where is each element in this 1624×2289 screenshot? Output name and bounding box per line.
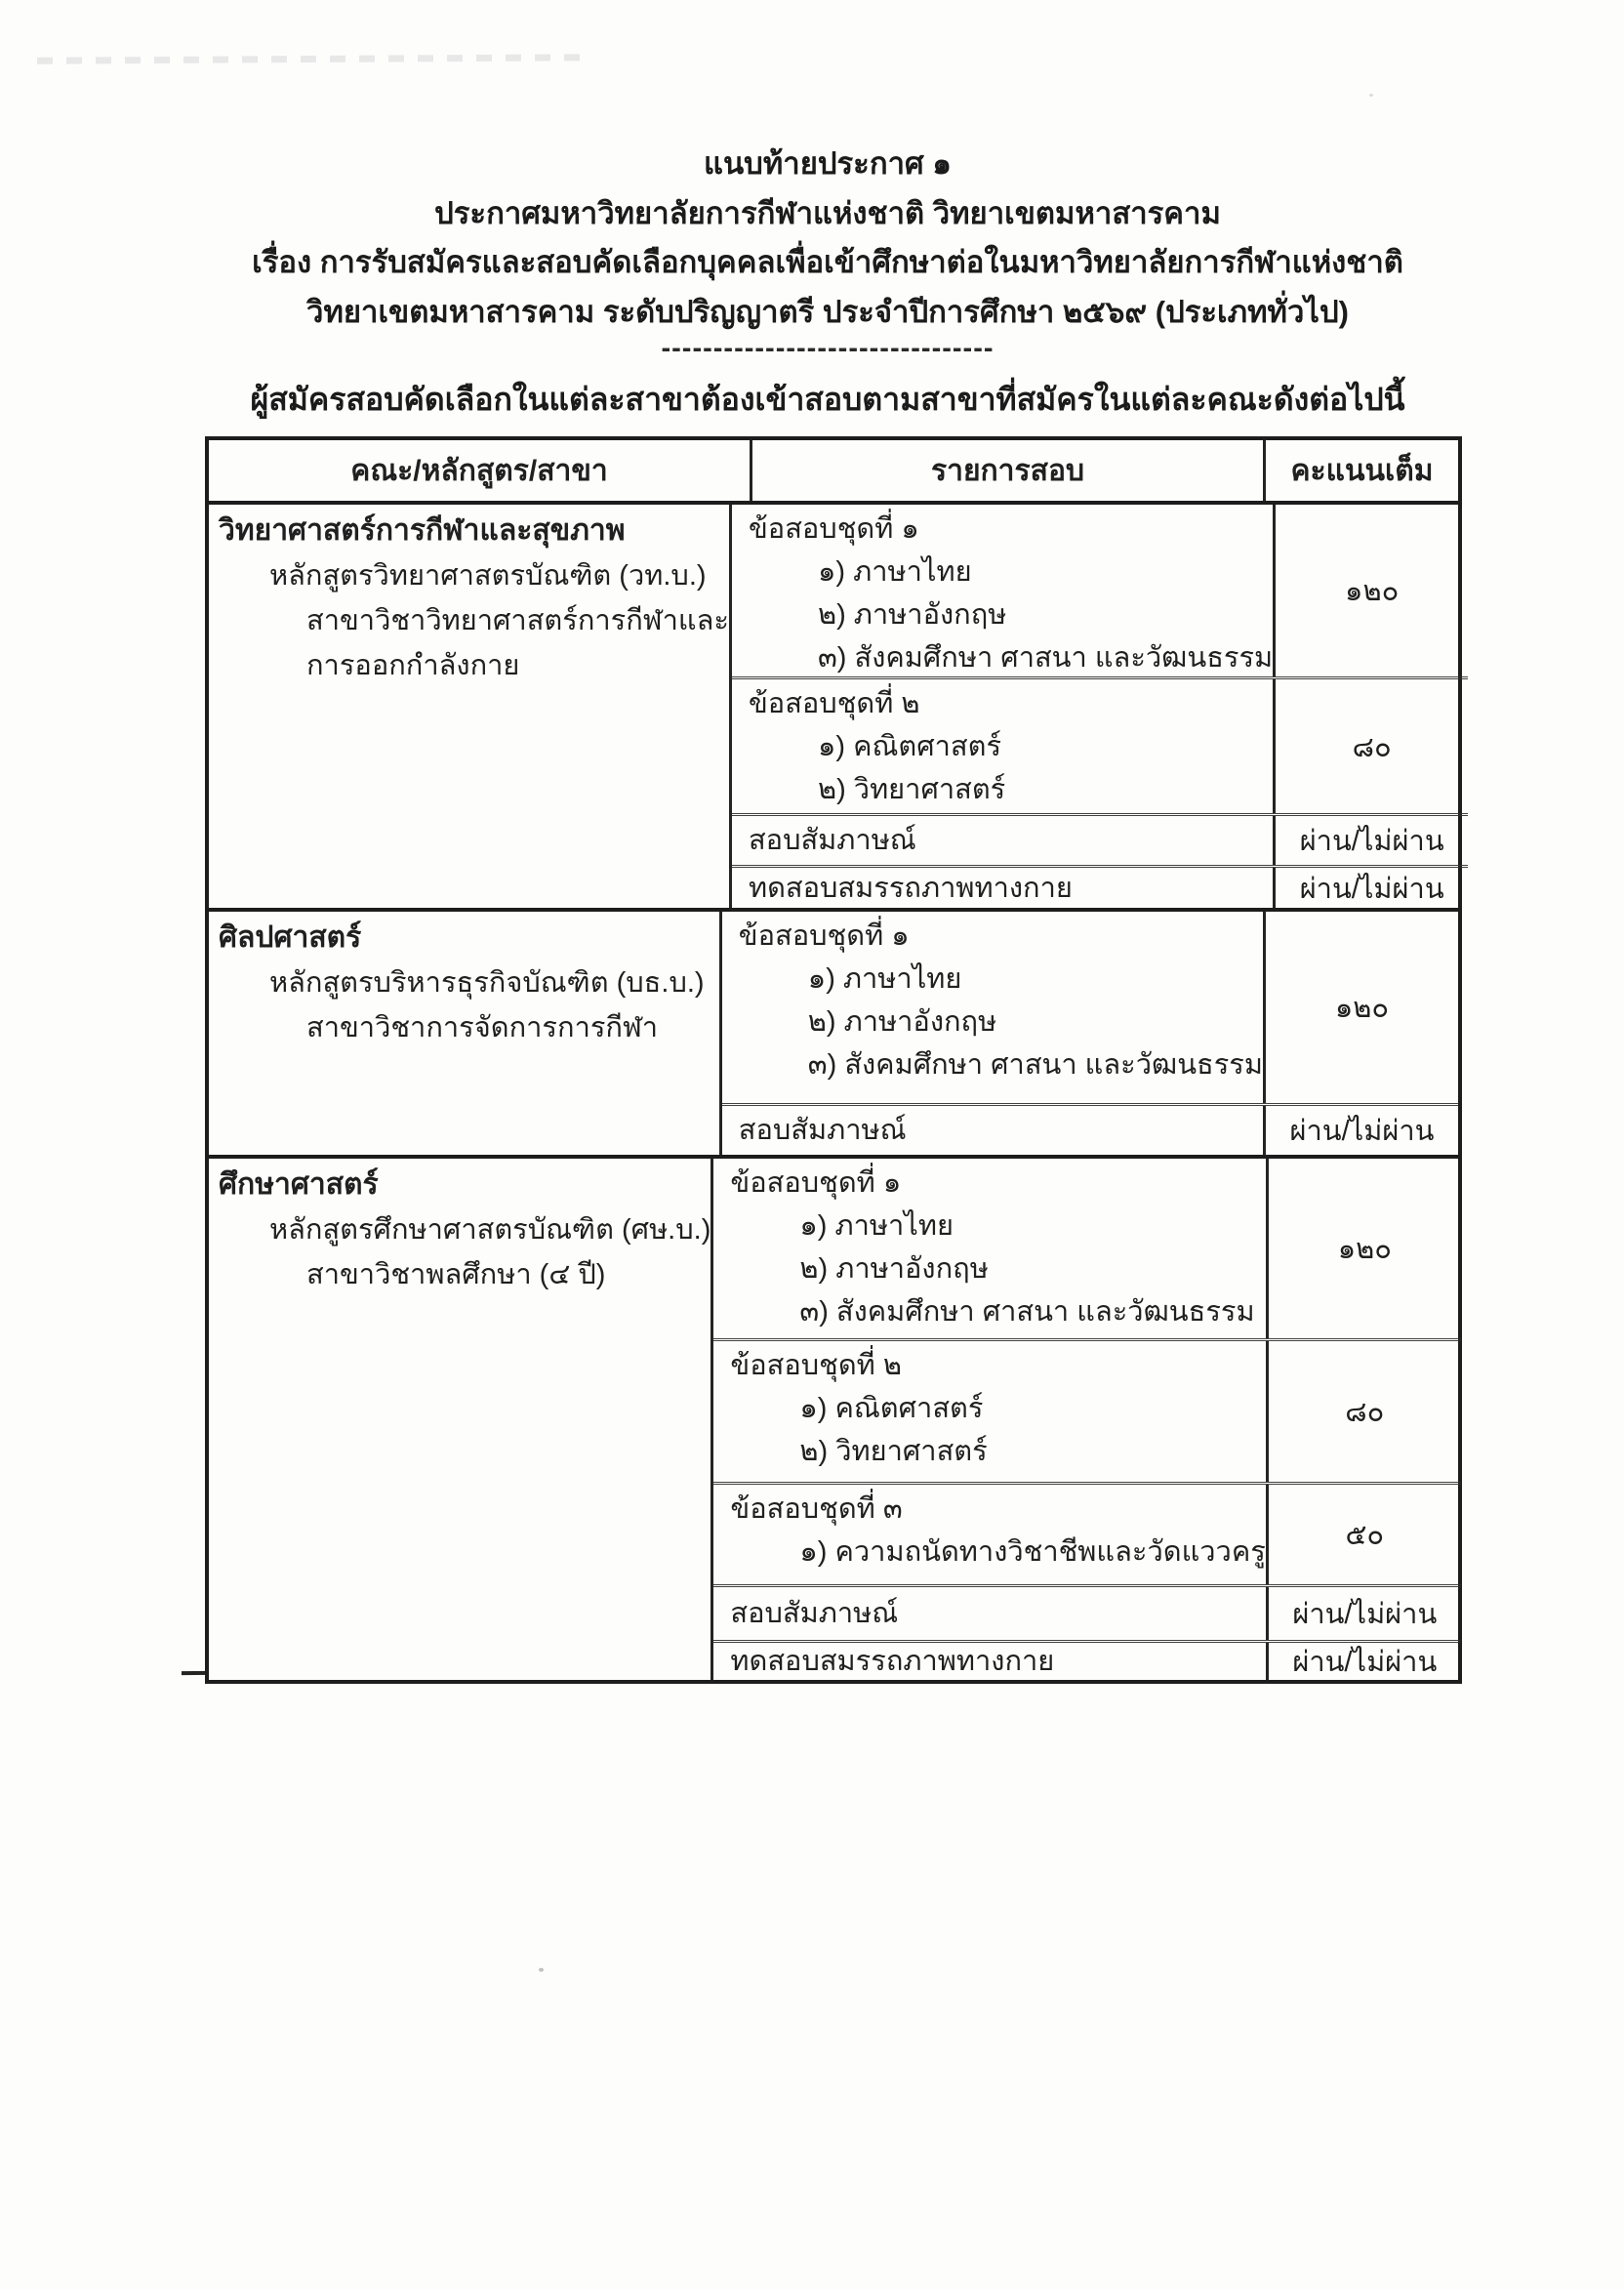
exam-item: ๑) คณิตศาสตร์: [817, 731, 1002, 762]
program-line: สาขาวิชาการจัดการการกีฬา: [306, 1012, 659, 1043]
exam-item: ๒) ภาษาอังกฤษ: [807, 1006, 997, 1038]
table-section-education: [209, 1155, 1458, 1680]
scan-speck: [1369, 94, 1373, 97]
score-cell: ๘๐: [1352, 731, 1392, 763]
exam-row: [713, 1338, 1460, 1482]
heading-line-4: วิทยาเขตมหาสารคาม ระดับปริญญาตรี ประจำปีการศึกษา ๒๕๖๙ (ประเภททั่วไป): [306, 294, 1349, 329]
table-section-liberal-arts: [209, 908, 1458, 1155]
scan-speck: [539, 1968, 544, 1972]
exam-item: ๑) ความถนัดทางวิชาชีพและวัดแววครู: [799, 1536, 1266, 1568]
exam-cell: [732, 868, 1276, 908]
exam-set-title: สอบสัมภาษณ์: [730, 1598, 899, 1629]
heading-line-3: เรื่อง การรับสมัครและสอบคัดเลือกบุคคลเพื่อเข้าศึกษาต่อในมหาวิทยาลัยการกีฬาแห่งชาติ: [252, 245, 1403, 279]
faculty-name: วิทยาศาสตร์การกีฬาและสุขภาพ: [219, 514, 626, 547]
exam-item: ๓) สังคมศึกษา ศาสนา และวัฒนธรรม: [799, 1296, 1255, 1328]
pass-fail-cell: ผ่าน/ไม่ผ่าน: [1292, 1647, 1438, 1678]
header-faculty-column: คณะ/หลักสูตร/สาขา: [209, 440, 752, 501]
program-line: สาขาวิชาพลศึกษา (๔ ปี): [306, 1259, 606, 1290]
exam-row: [722, 1103, 1458, 1155]
exam-item: ๒) วิทยาศาสตร์: [817, 774, 1006, 805]
scan-noise-streak: [37, 54, 593, 63]
exam-cell: [713, 1587, 1268, 1640]
exam-subrows: [713, 1159, 1460, 1680]
exam-subrows: [732, 505, 1468, 908]
exam-cell: [713, 1643, 1268, 1680]
exam-set-title: สอบสัมภาษณ์: [748, 825, 916, 856]
divider-dashes: --------------------------------: [661, 333, 995, 364]
exam-item: ๑) คณิตศาสตร์: [799, 1393, 984, 1424]
exam-cell: [732, 816, 1276, 865]
exam-set-title: ทดสอบสมรรถภาพทางกาย: [748, 872, 1073, 904]
pass-fail-cell: ผ่าน/ไม่ผ่าน: [1292, 1599, 1438, 1630]
header-score-column: คะแนนเต็ม: [1290, 454, 1434, 487]
exam-item: ๒) ภาษาอังกฤษ: [799, 1253, 989, 1285]
faculty-name: ศึกษาศาสตร์: [219, 1168, 379, 1201]
exam-row: [732, 676, 1468, 813]
exam-item: ๒) ภาษาอังกฤษ: [817, 599, 1007, 631]
score-cell: ๑๒๐: [1334, 993, 1390, 1024]
exam-set-title: ข้อสอบชุดที่ ๒: [748, 688, 920, 719]
exam-table: [205, 436, 1462, 1684]
exam-cell: [713, 1341, 1268, 1482]
intro-paragraph: ผู้สมัครสอบคัดเลือกในแต่ละสาขาต้องเข้าสอบตามสาขาที่สมัครในแต่ละคณะดังต่อไปนี้: [250, 382, 1405, 417]
exam-item: ๒) วิทยาศาสตร์: [799, 1436, 988, 1467]
pass-fail-cell: ผ่าน/ไม่ผ่าน: [1299, 873, 1444, 905]
program-line: หลักสูตรศึกษาศาสตรบัณฑิต (ศษ.บ.): [269, 1214, 711, 1246]
pass-fail-cell: ผ่าน/ไม่ผ่าน: [1299, 826, 1444, 857]
exam-cell: [713, 1485, 1268, 1584]
score-cell: ๘๐: [1345, 1397, 1385, 1428]
faculty-name: ศิลปศาสตร์: [219, 921, 362, 954]
table-header-row: [209, 440, 1458, 505]
score-cell: ๑๒๐: [1337, 1234, 1392, 1265]
exam-cell: [732, 679, 1276, 813]
exam-cell: [722, 1106, 1266, 1155]
exam-set-title: ข้อสอบชุดที่ ๑: [748, 513, 919, 545]
exam-item: ๑) ภาษาไทย: [817, 556, 972, 588]
faculty-cell: [209, 505, 732, 908]
table-section-sport-science: [209, 505, 1458, 908]
exam-row: [713, 1482, 1460, 1584]
exam-set-title: ข้อสอบชุดที่ ๒: [730, 1350, 902, 1381]
exam-row: [713, 1640, 1460, 1680]
exam-row: [713, 1159, 1460, 1338]
exam-item: ๓) สังคมศึกษา ศาสนา และวัฒนธรรม: [817, 642, 1274, 674]
exam-set-title: ข้อสอบชุดที่ ๓: [730, 1493, 903, 1525]
heading-line-1: แนบท้ายประกาศ ๑: [704, 146, 952, 181]
exam-row: [713, 1584, 1460, 1640]
program-line: สาขาวิชาวิทยาศาสตร์การกีฬาและ: [306, 605, 729, 636]
exam-subrows: [722, 912, 1458, 1155]
exam-cell: [722, 912, 1266, 1103]
faculty-cell: [209, 1159, 713, 1680]
faculty-cell: [209, 912, 722, 1155]
exam-item: ๑) ภาษาไทย: [807, 963, 962, 995]
exam-set-title: ข้อสอบชุดที่ ๑: [738, 920, 910, 952]
score-cell: ๕๐: [1345, 1520, 1385, 1551]
exam-set-title: ทดสอบสมรรถภาพทางกาย: [730, 1646, 1055, 1677]
exam-row: [722, 912, 1458, 1103]
exam-cell: [732, 505, 1276, 676]
exam-set-title: ข้อสอบชุดที่ ๑: [730, 1167, 902, 1199]
exam-row: [732, 865, 1468, 908]
program-line: การออกกำลังกาย: [306, 650, 520, 681]
score-cell: ๑๒๐: [1345, 576, 1400, 607]
exam-row: [732, 505, 1468, 676]
header-exam-column: รายการสอบ: [752, 440, 1266, 501]
exam-item: ๓) สังคมศึกษา ศาสนา และวัฒนธรรม: [807, 1049, 1263, 1081]
exam-set-title: สอบสัมภาษณ์: [738, 1115, 907, 1146]
pass-fail-cell: ผ่าน/ไม่ผ่าน: [1289, 1116, 1435, 1147]
exam-row: [732, 813, 1468, 865]
heading-line-2: ประกาศมหาวิทยาลัยการกีฬาแห่งชาติ วิทยาเขตมหาสารคาม: [434, 195, 1221, 230]
program-line: หลักสูตรบริหารธุรกิจบัณฑิต (บธ.บ.): [269, 967, 705, 999]
program-line: หลักสูตรวิทยาศาสตรบัณฑิต (วท.บ.): [269, 560, 707, 592]
document-heading: [27, 140, 1624, 337]
exam-cell: [713, 1159, 1268, 1338]
exam-item: ๑) ภาษาไทย: [799, 1210, 954, 1242]
